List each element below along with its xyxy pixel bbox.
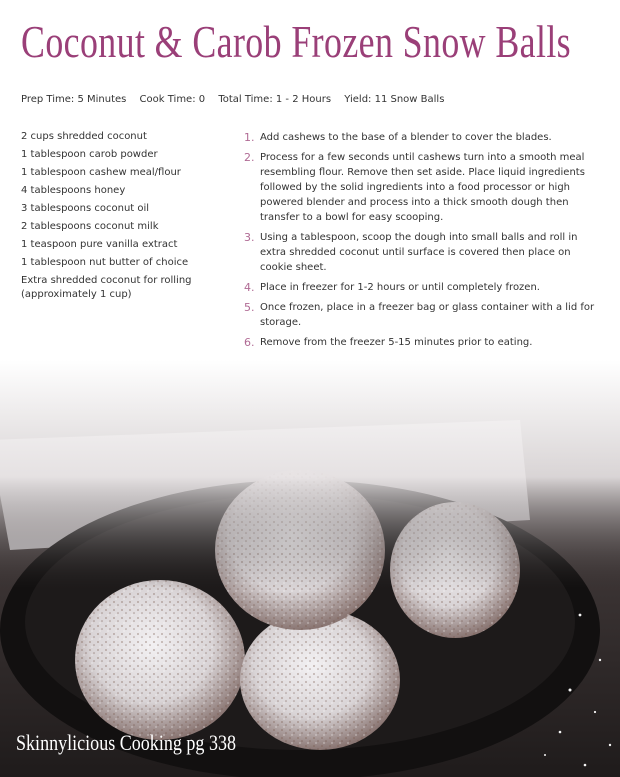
ingredients-list <box>21 130 236 306</box>
total-time: Total Time: 1 - 2 Hours <box>218 94 332 105</box>
step-text: Add cashews to the base of a blender to cover the blades. <box>260 132 552 143</box>
ingredient-item: Extra shredded coconut for rolling (approximately 1 cup) <box>21 275 192 300</box>
ingredient-item: 1 tablespoon nut butter of choice <box>21 257 189 268</box>
ingredient-item: 1 tablespoon cashew meal/flour <box>21 167 181 178</box>
photo-fade <box>0 360 620 777</box>
step-text: Once frozen, place in a freezer bag or glass container with a lid for storage. <box>260 302 595 328</box>
step-item <box>244 280 604 295</box>
step-number: 2. <box>244 151 255 164</box>
recipe-title: Coconut & Carob Frozen Snow Balls <box>21 16 572 67</box>
step-number: 3. <box>244 231 255 244</box>
ingredient-item: 2 cups shredded coconut <box>21 131 147 142</box>
recipe-meta <box>21 94 454 105</box>
ingredient-item: 3 tablespoons coconut oil <box>21 203 150 214</box>
step-number: 6. <box>244 336 255 349</box>
cook-time: Cook Time: 0 <box>139 94 206 105</box>
step-item <box>244 130 604 145</box>
step-item <box>244 230 604 275</box>
steps-list <box>244 130 604 355</box>
ingredient-item: 4 tablespoons honey <box>21 185 126 196</box>
step-text: Process for a few seconds until cashews turn into a smooth meal resembling flour. Remove then set aside. Place liquid ingredients followed by the solid ingredients into a food processor or high powered blender and process into a thick smooth dough then transfer to a bowl for easy scooping. <box>260 152 585 223</box>
food-photo <box>0 360 620 777</box>
ingredient-item: 1 teaspoon pure vanilla extract <box>21 239 178 250</box>
step-number: 4. <box>244 281 255 294</box>
step-text: Remove from the freezer 5-15 minutes prior to eating. <box>260 337 533 348</box>
step-text: Using a tablespoon, scoop the dough into small balls and roll in extra shredded coconut until surface is covered then place on cookie sheet. <box>260 232 578 273</box>
step-item <box>244 335 604 350</box>
step-number: 1. <box>244 131 255 144</box>
ingredient-item: 1 tablespoon carob powder <box>21 149 158 160</box>
ingredient-item: 2 tablespoons coconut milk <box>21 221 159 232</box>
yield: Yield: 11 Snow Balls <box>344 94 445 105</box>
prep-time: Prep Time: 5 Minutes <box>21 94 127 105</box>
step-item <box>244 300 604 330</box>
step-item <box>244 150 604 225</box>
step-text: Place in freezer for 1-2 hours or until completely frozen. <box>260 282 540 293</box>
page-footer: Skinnylicious Cooking pg 338 <box>16 730 237 755</box>
step-number: 5. <box>244 301 255 314</box>
